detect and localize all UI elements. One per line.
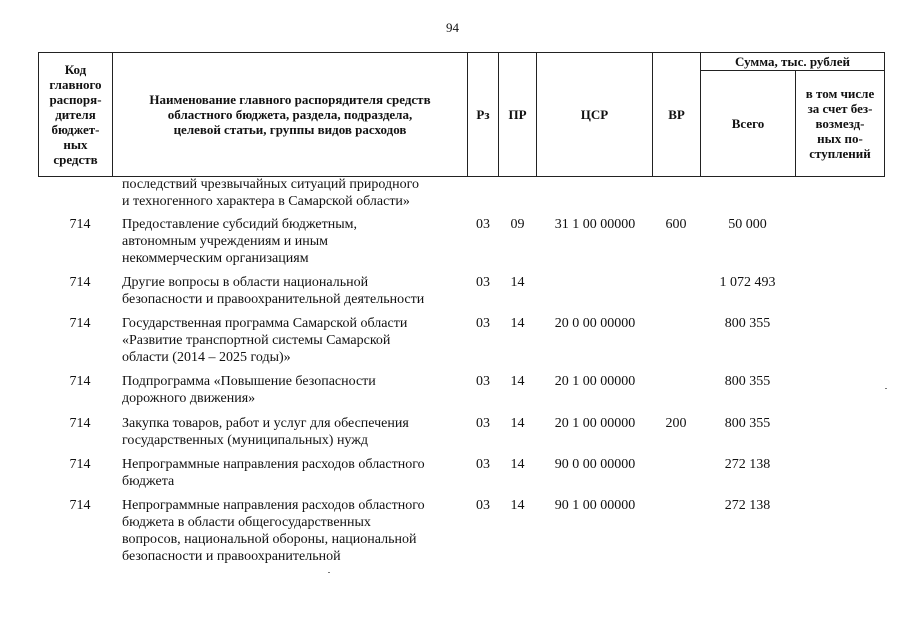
header-csr: ЦСР xyxy=(580,107,609,122)
row-pr: 14 xyxy=(510,316,525,331)
row-pr: 14 xyxy=(510,498,525,513)
row-total: 800 355 xyxy=(724,374,771,389)
row-pr: 09 xyxy=(510,217,525,232)
row-csr: 20 0 00 00000 xyxy=(554,316,636,331)
header-code: Код главного распоря- дителя бюджет- ных средств xyxy=(49,62,102,167)
row-name: Непрограммные направления расходов областного бюджета xyxy=(122,457,425,489)
continuation-text: последствий чрезвычайных ситуаций природного и техногенного характера в Самарской области» xyxy=(122,177,419,209)
row-rz: 03 xyxy=(476,217,490,232)
row-code: 714 xyxy=(69,498,91,513)
header-free: в том числе за счет без- возмезд- ных по- ступлений xyxy=(805,86,875,161)
row-rz: 03 xyxy=(476,416,490,431)
row-name: Закупка товаров, работ и услуг для обеспечения государственных (муниципальных) нужд xyxy=(122,416,409,448)
header-rz: Рз xyxy=(476,107,490,122)
row-name: Подпрограмма «Повышение безопасности дорожного движения» xyxy=(122,374,376,406)
row-pr: 14 xyxy=(510,416,525,431)
row-csr: 20 1 00 00000 xyxy=(554,374,636,389)
row-name: Государственная программа Самарской области «Развитие транспортной системы Самарской области (2014 – 2025 годы)» xyxy=(122,316,408,365)
scan-speck xyxy=(328,572,330,573)
row-total: 800 355 xyxy=(724,416,771,431)
row-total: 50 000 xyxy=(728,217,767,232)
header-name: Наименование главного распорядителя средств областного бюджета, раздела, подраздела, целевой статьи, группы видов расходов xyxy=(149,92,431,137)
row-pr: 14 xyxy=(510,275,525,290)
row-name: Другие вопросы в области национальной безопасности и правоохранительной деятельности xyxy=(122,275,425,307)
row-csr: 20 1 00 00000 xyxy=(554,416,636,431)
header-total: Всего xyxy=(731,116,765,131)
row-total: 272 138 xyxy=(724,498,771,513)
row-csr: 31 1 00 00000 xyxy=(554,217,636,232)
row-total: 1 072 493 xyxy=(719,275,776,290)
row-code: 714 xyxy=(69,416,91,431)
row-vr: 200 xyxy=(665,416,687,431)
row-code: 714 xyxy=(69,217,91,232)
row-vr: 600 xyxy=(665,217,687,232)
row-pr: 14 xyxy=(510,457,525,472)
row-rz: 03 xyxy=(476,457,490,472)
row-rz: 03 xyxy=(476,374,490,389)
page-number: 94 xyxy=(446,20,459,35)
scan-speck xyxy=(885,388,887,389)
row-rz: 03 xyxy=(476,498,490,513)
row-csr: 90 1 00 00000 xyxy=(554,498,636,513)
row-name: Непрограммные направления расходов областного бюджета в области общегосударственных вопросов, национальной обороны, национальной безопасности и правоохранительной xyxy=(122,498,425,564)
row-name: Предоставление субсидий бюджетным, автономным учреждениям и иным некоммерческим организациям xyxy=(122,217,358,266)
row-total: 800 355 xyxy=(724,316,771,331)
header-sum: Сумма, тыс. рублей xyxy=(735,54,850,69)
row-code: 714 xyxy=(69,316,91,331)
row-total: 272 138 xyxy=(724,457,771,472)
row-csr: 90 0 00 00000 xyxy=(554,457,636,472)
row-code: 714 xyxy=(69,457,91,472)
row-rz: 03 xyxy=(476,275,490,290)
row-rz: 03 xyxy=(476,316,490,331)
row-code: 714 xyxy=(69,374,91,389)
row-pr: 14 xyxy=(510,374,525,389)
row-code: 714 xyxy=(69,275,91,290)
header-vr: ВР xyxy=(668,107,685,122)
header-pr: ПР xyxy=(508,107,527,122)
